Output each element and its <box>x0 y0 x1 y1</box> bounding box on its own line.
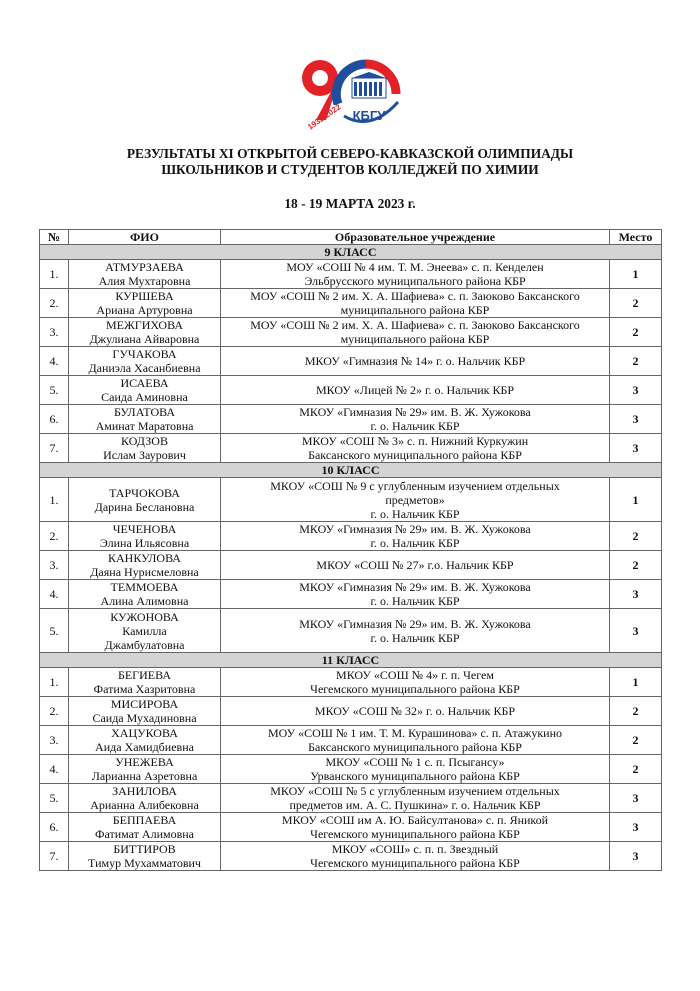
institution-line: МОУ «СОШ № 1 им. Т. М. Курашинова» с. п. Атажукино <box>267 726 563 740</box>
title-line-2: ШКОЛЬНИКОВ И СТУДЕНТОВ КОЛЛЕДЖЕЙ ПО ХИМИИ <box>161 162 539 177</box>
institution-line: МКОУ «СОШ» с. п. п. Звездный <box>331 842 499 856</box>
institution-line: г. о. Нальчик КБР <box>370 536 460 550</box>
table-row <box>40 522 662 551</box>
participant-given-name: Фатимат Алимовна <box>94 827 195 841</box>
table-header-row <box>40 230 662 245</box>
row-number: 5. <box>40 784 69 813</box>
row-number: 4. <box>40 755 69 784</box>
institution-line: МКОУ «СОШ № 5 с углубленным изучением отдельных <box>270 784 560 798</box>
place: 2 <box>610 318 662 347</box>
institution-line: муниципального района КБР <box>340 303 490 317</box>
participant-name <box>69 726 221 755</box>
row-number: 7. <box>40 842 69 871</box>
table-row <box>40 842 662 871</box>
participant-name <box>69 260 221 289</box>
institution <box>221 551 610 580</box>
row-number: 6. <box>40 405 69 434</box>
institution <box>221 697 610 726</box>
participant-name <box>69 668 221 697</box>
table-row <box>40 784 662 813</box>
participant-surname: БЕГИЕВА <box>117 668 172 682</box>
row-number: 3. <box>40 318 69 347</box>
table-row <box>40 289 662 318</box>
event-date: 18 - 19 МАРТА 2023 г. <box>284 196 416 211</box>
place: 3 <box>610 376 662 405</box>
participant-given-name: Ларианна Азретовна <box>91 769 198 783</box>
table-row <box>40 318 662 347</box>
row-number: 3. <box>40 551 69 580</box>
participant-given-name: Арианна Алибековна <box>90 798 199 812</box>
institution <box>221 668 610 697</box>
table-row <box>40 260 662 289</box>
kbgu-logo <box>296 50 406 136</box>
table-row <box>40 668 662 697</box>
institution-line: Эльбрусского муниципального района КБР <box>304 274 526 288</box>
participant-surname: АТМУРЗАЕВА <box>105 260 184 274</box>
participant-name <box>69 434 221 463</box>
participant-surname: ТЕММОЕВА <box>110 580 179 594</box>
institution-line: МОУ «СОШ № 4 им. Т. М. Энеева» с. п. Кенделен <box>286 260 544 274</box>
participant-surname: КУЖОНОВА <box>110 609 179 624</box>
institution <box>221 434 610 463</box>
table-row <box>40 347 662 376</box>
institution <box>221 347 610 376</box>
header-institution: Образовательное учреждение <box>221 230 610 245</box>
place: 1 <box>610 260 662 289</box>
place: 2 <box>610 755 662 784</box>
section-title: 9 КЛАСС <box>40 245 662 260</box>
institution-line: МКОУ «Гимназия № 29» им. В. Ж. Хужокова <box>299 405 531 419</box>
participant-name <box>69 842 221 871</box>
institution <box>221 609 610 653</box>
institution <box>221 318 610 347</box>
institution-line: МКОУ «Лицей № 2» г. о. Нальчик КБР <box>315 383 515 397</box>
institution-line: г. о. Нальчик КБР <box>370 506 460 521</box>
row-number: 1. <box>40 260 69 289</box>
institution <box>221 842 610 871</box>
place: 2 <box>610 347 662 376</box>
participant-surname: ЧЕЧЕНОВА <box>112 522 177 536</box>
row-number: 2. <box>40 522 69 551</box>
section-title: 10 КЛАСС <box>40 463 662 478</box>
place: 3 <box>610 405 662 434</box>
table-row <box>40 726 662 755</box>
place: 3 <box>610 580 662 609</box>
institution <box>221 784 610 813</box>
institution-line: МОУ «СОШ № 2 им. Х. А. Шафиева» с. п. Заюково Баксанского <box>250 318 580 332</box>
institution-line: МКОУ «Гимназия № 29» им. В. Ж. Хужокова <box>299 580 531 594</box>
participant-given-name: Даниэла Хасанбиевна <box>88 361 201 375</box>
institution <box>221 376 610 405</box>
row-number: 1. <box>40 668 69 697</box>
results-table <box>39 229 662 871</box>
header-place: Место <box>610 230 662 245</box>
institution-line: МКОУ «СОШ № 4» г. п. Чегем <box>336 668 494 682</box>
participant-surname: БЕППАЕВА <box>112 813 177 827</box>
participant-surname: КАНКУЛОВА <box>108 551 181 565</box>
participant-name <box>69 289 221 318</box>
participant-given-name: Камилла Джамбулатовна <box>104 623 185 652</box>
table-row <box>40 478 662 522</box>
table-row <box>40 609 662 653</box>
participant-given-name: Аида Хамидбиевна <box>95 740 194 754</box>
institution-line: МКОУ «СОШ № 1 с. п. Псыгансу» <box>325 755 505 769</box>
institution-line: МКОУ «СОШ № 3» с. п. Нижний Куркужин <box>301 434 529 448</box>
section-row <box>40 245 662 260</box>
participant-name <box>69 697 221 726</box>
institution-line: г. о. Нальчик КБР <box>370 630 460 645</box>
row-number: 3. <box>40 726 69 755</box>
row-number: 1. <box>40 478 69 522</box>
participant-name <box>69 376 221 405</box>
place: 3 <box>610 784 662 813</box>
place: 2 <box>610 697 662 726</box>
table-row <box>40 580 662 609</box>
institution-line: Баксанского муниципального района КБР <box>308 740 522 754</box>
institution-line: Чегемского муниципального района КБР <box>310 682 520 696</box>
section-title: 11 КЛАСС <box>40 653 662 668</box>
place: 1 <box>610 478 662 522</box>
institution <box>221 580 610 609</box>
header-number: № <box>40 230 69 245</box>
participant-name <box>69 609 221 653</box>
logo-years: 1932-2022 <box>305 102 343 132</box>
participant-name <box>69 813 221 842</box>
institution-line: Урванского муниципального района КБР <box>310 769 520 783</box>
institution-line: муниципального района КБР <box>340 332 490 346</box>
participant-surname: ГУЧАКОВА <box>112 347 177 361</box>
row-number: 2. <box>40 289 69 318</box>
institution <box>221 813 610 842</box>
institution-line: Чегемского муниципального района КБР <box>310 856 520 870</box>
row-number: 4. <box>40 580 69 609</box>
institution-line: МКОУ «СОШ № 32» г. о. Нальчик КБР <box>314 704 516 718</box>
place: 1 <box>610 668 662 697</box>
place: 3 <box>610 434 662 463</box>
institution <box>221 478 610 522</box>
participant-surname: МЕЖГИХОВА <box>106 318 183 332</box>
row-number: 4. <box>40 347 69 376</box>
row-number: 5. <box>40 376 69 405</box>
participant-surname: БУЛАТОВА <box>113 405 176 419</box>
table-row <box>40 813 662 842</box>
participant-surname: ЗАНИЛОВА <box>112 784 177 798</box>
participant-given-name: Даяна Нурисмеловна <box>90 565 199 579</box>
institution-line: МКОУ «СОШ им А. Ю. Байсултанова» с. п. Яникой <box>281 813 549 827</box>
place: 3 <box>610 813 662 842</box>
row-number: 2. <box>40 697 69 726</box>
table-row <box>40 551 662 580</box>
place: 2 <box>610 522 662 551</box>
institution <box>221 405 610 434</box>
participant-name <box>69 551 221 580</box>
participant-surname: ХАЦУКОВА <box>111 726 178 740</box>
participant-given-name: Дарина Беслановна <box>94 499 195 514</box>
institution <box>221 260 610 289</box>
table-row <box>40 376 662 405</box>
participant-surname: ИСАЕВА <box>120 376 169 390</box>
institution-line: Баксанского муниципального района КБР <box>308 448 522 462</box>
participant-name <box>69 784 221 813</box>
participant-given-name: Саида Мухадиновна <box>92 711 197 725</box>
participant-given-name: Тимур Мухамматович <box>88 856 201 870</box>
place: 3 <box>610 842 662 871</box>
place: 2 <box>610 726 662 755</box>
place: 3 <box>610 609 662 653</box>
participant-given-name: Саида Аминовна <box>101 390 188 404</box>
document-title <box>0 146 700 178</box>
table-row <box>40 405 662 434</box>
participant-name <box>69 347 221 376</box>
participant-surname: ТАРЧОКОВА <box>109 485 180 500</box>
participant-given-name: Ислам Заурович <box>103 448 186 462</box>
logo-text: КБГУ <box>352 108 386 123</box>
participant-name <box>69 478 221 522</box>
participant-given-name: Аминат Маратовна <box>95 419 194 433</box>
table-row <box>40 434 662 463</box>
participant-given-name: Алина Алимовна <box>100 594 189 608</box>
institution <box>221 726 610 755</box>
place: 2 <box>610 551 662 580</box>
participant-surname: МИСИРОВА <box>110 697 179 711</box>
place: 2 <box>610 289 662 318</box>
institution-line: МКОУ «Гимназия № 14» г. о. Нальчик КБР <box>304 354 526 368</box>
participant-given-name: Фатима Хазритовна <box>93 682 196 696</box>
institution-line: МКОУ «Гимназия № 29» им. В. Ж. Хужокова <box>299 616 531 631</box>
participant-given-name: Элина Ильясовна <box>99 536 190 550</box>
table-row <box>40 755 662 784</box>
institution-line: МКОУ «Гимназия № 29» им. В. Ж. Хужокова <box>299 522 531 536</box>
row-number: 5. <box>40 609 69 653</box>
participant-name <box>69 755 221 784</box>
participant-surname: БИТТИРОВ <box>113 842 176 856</box>
institution-line: г. о. Нальчик КБР <box>370 594 460 608</box>
header-name: ФИО <box>69 230 221 245</box>
table-row <box>40 697 662 726</box>
institution-line: предметов» <box>385 492 445 507</box>
section-row <box>40 653 662 668</box>
institution-line: МОУ «СОШ № 2 им. Х. А. Шафиева» с. п. Заюково Баксанского <box>250 289 580 303</box>
institution-line: Чегемского муниципального района КБР <box>310 827 520 841</box>
participant-name <box>69 580 221 609</box>
title-line-1: РЕЗУЛЬТАТЫ XI ОТКРЫТОЙ СЕВЕРО-КАВКАЗСКОЙ ОЛИМПИАДЫ <box>126 146 574 161</box>
row-number: 6. <box>40 813 69 842</box>
participant-surname: КОДЗОВ <box>121 434 168 448</box>
institution <box>221 522 610 551</box>
participant-name <box>69 405 221 434</box>
institution-line: г. о. Нальчик КБР <box>370 419 460 433</box>
participant-given-name: Ариана Артуровна <box>96 303 193 317</box>
participant-surname: УНЕЖЕВА <box>115 755 174 769</box>
row-number: 7. <box>40 434 69 463</box>
institution-line: предметов им. А. С. Пушкина» г. о. Нальчик КБР <box>289 798 541 812</box>
institution <box>221 755 610 784</box>
institution-line: МКОУ «СОШ № 9 с углубленным изучением отдельных <box>270 478 560 493</box>
participant-name <box>69 318 221 347</box>
participant-given-name: Джулиана Айваровна <box>89 332 200 346</box>
institution <box>221 289 610 318</box>
participant-given-name: Алия Мухтаровна <box>98 274 191 288</box>
participant-surname: КУРШЕВА <box>115 289 174 303</box>
participant-name <box>69 522 221 551</box>
institution-line: МКОУ «СОШ № 27» г.о. Нальчик КБР <box>316 558 514 572</box>
section-row <box>40 463 662 478</box>
